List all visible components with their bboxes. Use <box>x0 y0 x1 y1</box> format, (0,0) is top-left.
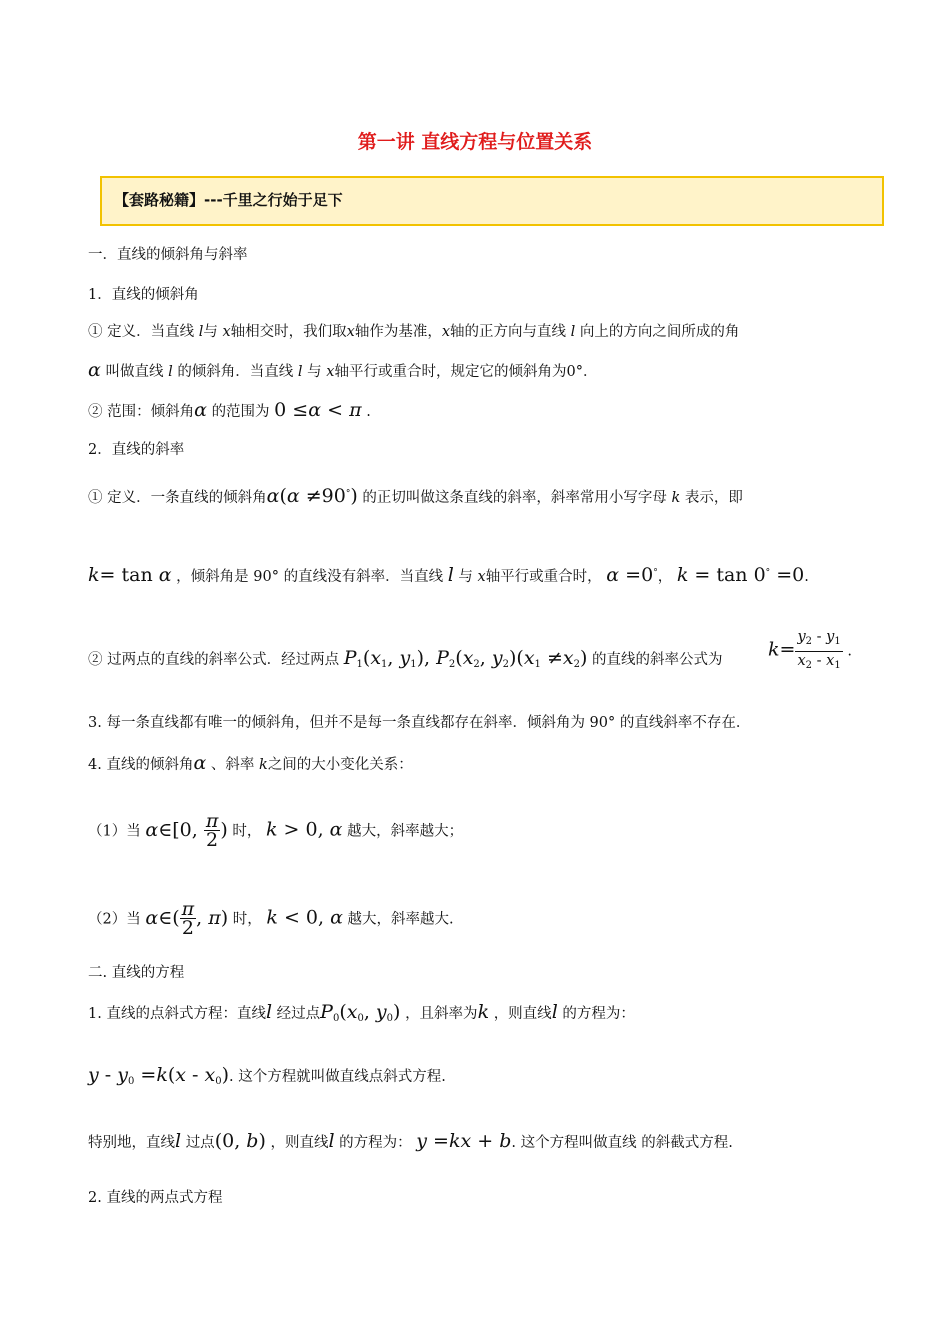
text-segment: ② 范围：倾斜角 <box>88 404 195 420</box>
math-x: x <box>222 324 231 340</box>
text-segment: ，则直线 <box>270 1135 329 1151</box>
math-alpha: α <box>194 399 207 421</box>
point-slope-line <box>88 1002 635 1029</box>
math-fraction <box>795 628 842 675</box>
math-k: k <box>259 757 268 773</box>
text-segment: ② 过两点的直线的斜率公式．经过两点 <box>88 652 340 668</box>
text-segment: 与 <box>458 569 473 585</box>
math-fraction <box>180 900 197 937</box>
tips-banner <box>100 176 884 226</box>
text-segment: . <box>847 643 852 660</box>
section-2-heading: 二. 直线的方程 <box>88 965 185 981</box>
point-slope-equation <box>88 1065 446 1092</box>
fraction-numerator: π <box>181 898 195 920</box>
text-segment: （1）当 <box>88 823 141 840</box>
math-k-eq: k= <box>768 638 796 661</box>
item-4 <box>88 753 413 775</box>
text-segment: 过点 <box>185 1135 215 1151</box>
text-segment: 4. 直线的倾斜角 <box>88 757 194 773</box>
text-segment: 的直线的斜率公式为 <box>592 652 723 668</box>
text-segment: 越大，斜率越大. <box>347 911 454 928</box>
text-segment: 轴平行或重合时， <box>485 569 602 585</box>
math-alpha-not-90: α(α ≠90°) <box>266 485 358 507</box>
text-segment: 表示，即 <box>684 490 743 506</box>
fraction-denominator: $x_2 - x_1$ <box>797 653 841 671</box>
text-segment: 与 <box>203 324 218 340</box>
math-l: l <box>175 1130 182 1152</box>
text-segment: 轴相交时，我们取 <box>230 324 347 340</box>
text-segment: 的范围为 <box>211 404 270 420</box>
item-3: 3. 每一条直线都有唯一的倾斜角，但并不是每一条直线都存在斜率．倾斜角为 90° 的直线斜率不存在． <box>88 715 751 731</box>
math-x: x <box>326 364 335 380</box>
math-two-points: $P_1(x_1$, $y_1$), $P_2(x_2$, $y_2)(x_1 \ne x_2)$ <box>343 647 588 670</box>
math-l: l <box>297 364 303 380</box>
text-segment: ，倾斜角是 90° 的直线没有斜率．当直线 <box>176 569 444 585</box>
text-segment: ，且斜率为 <box>405 1006 478 1022</box>
slope-intercept-line <box>88 1131 733 1153</box>
text-segment: . 这个方程叫做直线 的斜截式方程. <box>511 1135 733 1151</box>
text-segment: ，则直线 <box>493 1006 552 1022</box>
page-title: 第一讲 直线方程与位置关系 <box>357 131 593 153</box>
math-l: l <box>265 1001 273 1023</box>
text-segment: 特别地，直线 <box>88 1135 175 1151</box>
math-l: l <box>551 1001 558 1023</box>
text-segment: 的方程为： <box>339 1135 412 1151</box>
text-segment: ① 定义．一条直线的倾斜角 <box>88 490 267 506</box>
text-segment: ， <box>657 569 673 585</box>
definition-1-line1 <box>88 322 739 342</box>
math-l: l <box>198 324 204 340</box>
text-segment: 1. 直线的点斜式方程：直线 <box>88 1006 266 1022</box>
case-2 <box>88 900 454 937</box>
math-l: l <box>447 564 454 586</box>
banner-text: 【套路秘籍】---千里之行始于足下 <box>114 191 343 209</box>
text-segment: ① 定义．当直线 <box>88 324 195 340</box>
section-1-heading: 一．直线的倾斜角与斜率 <box>88 247 248 263</box>
math-interval-2: α∈( $\frac{\pi}{2}$ , π) <box>145 898 229 939</box>
math-l: l <box>168 364 173 380</box>
definition-1-line2 <box>88 360 597 382</box>
text-segment: 与 <box>307 364 322 380</box>
math-k-tan: k= tan α <box>88 564 172 586</box>
text-segment: 越大，斜率越大； <box>347 823 464 840</box>
math-k: k <box>671 490 681 506</box>
text-segment: 叫做直线 <box>105 364 164 380</box>
text-segment: . <box>804 569 809 585</box>
math-x: x <box>346 324 355 340</box>
text-segment: 、斜率 <box>210 757 255 773</box>
math-slope-formula <box>768 628 852 675</box>
text-segment: （2）当 <box>88 911 141 928</box>
math-x: x <box>441 324 451 340</box>
fraction-numerator: $y_2 - y_1$ <box>795 628 842 652</box>
text-segment: 轴平行或重合时，规定它的倾斜角为0°． <box>334 364 598 380</box>
text-segment: 向上的方向之间所成的角 <box>579 324 740 340</box>
two-point-slope-line <box>88 648 723 675</box>
text-segment: 的方程为： <box>562 1006 635 1022</box>
tan-line <box>88 563 809 587</box>
fraction-denominator: 2 <box>181 917 194 939</box>
text-segment: 时， <box>232 823 262 840</box>
text-segment: 轴作为基准， <box>354 324 442 340</box>
text-segment: 时， <box>232 911 262 928</box>
text-segment: 的倾斜角．当直线 <box>177 364 294 380</box>
subsection-1-2: 2．直线的斜率 <box>88 442 185 458</box>
slope-definition <box>88 484 743 508</box>
case-1 <box>88 812 463 849</box>
math-l: l <box>570 324 576 340</box>
math-fraction <box>204 812 221 849</box>
math-point-slope: $y - y_0 =k(x - x_0)$ <box>88 1064 229 1087</box>
text-segment: 轴的正方向与直线 <box>450 324 567 340</box>
text-segment: 的正切叫做这条直线的斜率，斜率常用小写字母 <box>362 490 667 506</box>
math-slope-intercept: y =kx + b <box>416 1130 512 1152</box>
math-alpha: α <box>193 752 207 774</box>
math-k-positive: k > 0, α <box>265 818 343 841</box>
text-segment: 之间的大小变化关系： <box>267 757 413 773</box>
fraction-denominator: 2 <box>206 829 219 851</box>
math-interval-1: α∈[0, $\frac{\pi}{2}$ ) <box>145 810 228 851</box>
math-range: 0 ≤α < π <box>274 399 362 421</box>
math-k-negative: k < 0, α <box>266 906 343 929</box>
math-k: k <box>477 1001 490 1023</box>
math-x: x <box>477 569 486 585</box>
math-alpha-zero: α =0° <box>606 564 658 586</box>
math-k-tan-zero: k = tan 0° =0 <box>676 564 805 586</box>
text-segment: . <box>366 404 371 420</box>
math-alpha: α <box>88 359 101 381</box>
range-line <box>88 400 371 422</box>
fraction-numerator: π <box>205 810 219 832</box>
subsection-1-1: 1．直线的倾斜角 <box>88 287 199 303</box>
math-l: l <box>328 1130 335 1152</box>
math-p0: $P_0(x_0$, $y_0$) <box>320 1001 401 1024</box>
text-segment: 经过点 <box>276 1006 321 1022</box>
subsection-2-2: 2. 直线的两点式方程 <box>88 1190 223 1206</box>
text-segment: . 这个方程就叫做直线点斜式方程. <box>228 1069 446 1085</box>
math-point-0b: (0, b) <box>214 1130 266 1152</box>
